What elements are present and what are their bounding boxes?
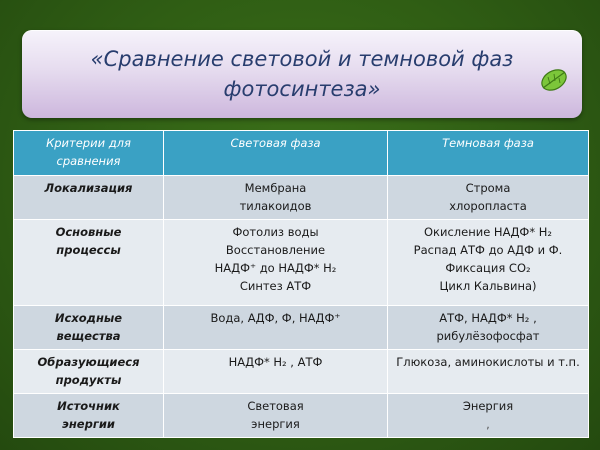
cell-line: Вода, АДФ, Ф, НАДФ⁺	[210, 311, 341, 325]
row-light-phase	[164, 176, 388, 220]
cell-line: АТФ, НАДФ* H₂ ,	[439, 311, 537, 325]
cell-line: Мембрана	[244, 181, 307, 195]
table-row	[14, 306, 589, 350]
header-criteria-line-2: сравнения	[56, 154, 121, 168]
row-light-phase	[164, 350, 388, 394]
cell-line: Распад АТФ до АДФ и Ф.	[413, 243, 563, 257]
cell-line: Цикл Кальвина)	[439, 279, 537, 293]
cell-line: Синтез АТФ	[239, 279, 312, 293]
cell-line: Фотолиз воды	[232, 225, 319, 239]
header-light-phase: Световая фаза	[164, 131, 388, 176]
header-dark-phase: Темновая фаза	[388, 131, 589, 176]
cell-line: НАДФ⁺ до НАДФ* H₂	[214, 261, 337, 275]
table-header-row	[14, 131, 589, 176]
cell-line: хлоропласта	[449, 199, 527, 213]
row-criteria	[14, 306, 164, 350]
row-criteria	[14, 394, 164, 438]
cell-line: Строма	[465, 181, 511, 195]
row-criteria	[14, 220, 164, 306]
comparison-table	[13, 130, 589, 438]
cell-line: НАДФ* H₂ , АТФ	[228, 355, 323, 369]
cell-line: тилакоидов	[239, 199, 312, 213]
cell-line: Источник	[57, 399, 120, 413]
cell-line: вещества	[56, 329, 121, 343]
title-banner	[22, 30, 582, 118]
cell-line: Фиксация CO₂	[445, 261, 531, 275]
row-criteria	[14, 176, 164, 220]
row-dark-phase	[388, 176, 589, 220]
slide-title	[62, 44, 542, 104]
row-dark-phase	[388, 350, 589, 394]
row-light-phase	[164, 220, 388, 306]
title-line-2: фотосинтеза»	[223, 77, 381, 101]
cell-line: Исходные	[54, 311, 123, 325]
header-criteria	[14, 131, 164, 176]
row-light-phase	[164, 394, 388, 438]
cell-line: процессы	[56, 243, 121, 257]
table-row	[14, 350, 589, 394]
table-row	[14, 394, 589, 438]
cell-line: рибулёзофосфат	[436, 329, 540, 343]
table-row	[14, 176, 589, 220]
cell-line: Восстановление	[225, 243, 326, 257]
cell-line: Глюкоза, аминокислоты и т.п.	[396, 355, 580, 369]
header-criteria-line-1: Критерии для	[46, 136, 131, 150]
table-row	[14, 220, 589, 306]
row-criteria	[14, 350, 164, 394]
row-dark-phase	[388, 306, 589, 350]
row-dark-phase	[388, 220, 589, 306]
cell-line: Световая	[247, 399, 304, 413]
cell-line: Основные	[55, 225, 122, 239]
title-line-1: «Сравнение световой и темновой фаз	[90, 47, 514, 71]
leaf-icon	[538, 64, 570, 94]
cell-line: Локализация	[44, 181, 133, 195]
cell-line: энергии	[62, 417, 115, 431]
cell-line: продукты	[55, 373, 122, 387]
cell-line: Окисление НАДФ* H₂	[423, 225, 552, 239]
cell-line: энергия	[251, 417, 300, 431]
cell-line: ,	[486, 417, 490, 431]
cell-line: Образующиеся	[37, 355, 140, 369]
row-dark-phase	[388, 394, 589, 438]
cell-line: Энергия	[462, 399, 514, 413]
row-light-phase	[164, 306, 388, 350]
